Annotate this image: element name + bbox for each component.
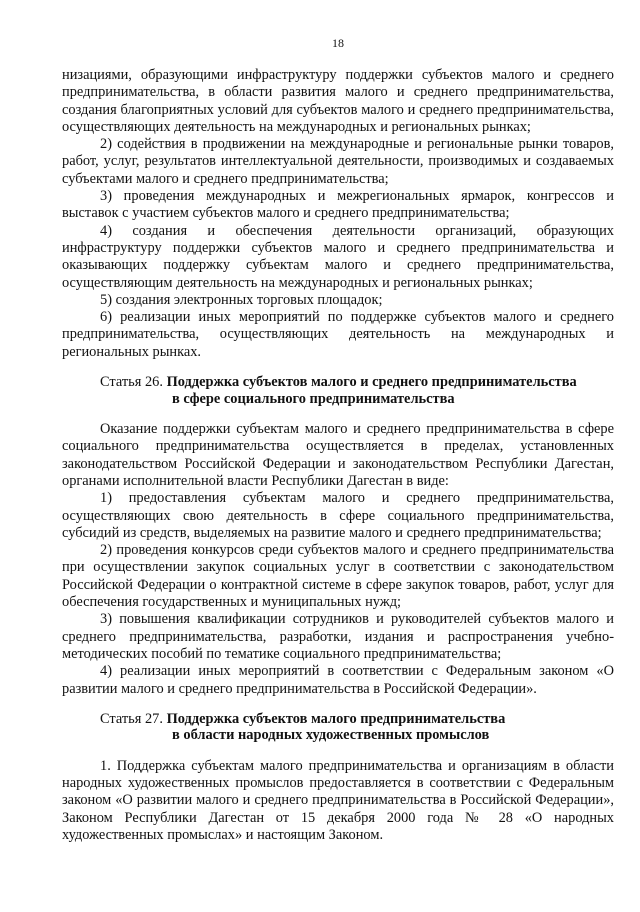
list-item-3: 3) проведения международных и межрегиональных ярмарок, конгрессов и выставок с участием субъектов малого и среднего предпринимательства; bbox=[62, 188, 614, 222]
article-26-intro: Оказание поддержки субъектам малого и среднего предпринимательства в сфере социального предпринимательства осуществляется в пределах, установленных законодательством Российской Федерации и законодательством Республики Дагестан, органами исполнительной власти Республики Дагестан в виде: bbox=[62, 421, 614, 489]
article-27-prefix: Статья 27. bbox=[100, 710, 163, 727]
article-27-body bbox=[62, 758, 614, 844]
list-item-5: 5) создания электронных торговых площадок; bbox=[100, 291, 383, 308]
article-26-title-line2: в сфере социального предпринимательства bbox=[172, 390, 455, 407]
paragraph-continuation: низациями, образующими инфраструктуру поддержки субъектов малого и среднего предпринимательства, в области развития малого и среднего предпринимательства, создания благоприятных условий для субъектов малого и среднего предпринимательства, осуществляющих деятельность на международных и региональных рынках; bbox=[62, 67, 614, 135]
page-number: 18 bbox=[332, 36, 344, 50]
article-26-item-3: 3) повышения квалификации сотрудников и руководителей субъектов малого и среднего предпринимательства, разработки, издания и распространения учебно-методических пособий по тематике социального предпринимательства; bbox=[62, 611, 614, 662]
article-26-title-line1: Поддержка субъектов малого и среднего предпринимательства bbox=[166, 374, 577, 391]
article-27-title-line1: Поддержка субъектов малого предпринимательства bbox=[166, 710, 506, 727]
article-27-heading bbox=[62, 711, 614, 744]
article-26-prefix: Статья 26. bbox=[100, 374, 163, 391]
list-item-2: 2) содействия в продвижении на международные и региональные рынки товаров, работ, услуг, результатов интеллектуальной деятельности, производимых и создаваемых субъектами малого и среднего предпринимательства; bbox=[62, 136, 614, 187]
article-26-item-4: 4) реализации иных мероприятий в соответствии с Федеральным законом «О развитии малого и среднего предпринимательства в Российской Федерации». bbox=[62, 663, 614, 697]
article-26-item-2: 2) проведения конкурсов среди субъектов малого и среднего предпринимательства при осуществлении закупок социальных услуг в соответствии с законодательством Российской Федерации о контрактной системе в сфере закупок товаров, работ, услуг для обеспечения государственных и муниципальных нужд; bbox=[62, 542, 614, 611]
article-26-heading bbox=[62, 374, 614, 407]
article-27-title-line2: в области народных художественных промыслов bbox=[172, 727, 490, 744]
intro-section bbox=[62, 67, 614, 361]
article-27-paragraph-1: 1. Поддержка субъектам малого предпринимательства и организациям в области народных художественных промыслов предоставляется в соответствии с Федеральным законом «О развитии малого и среднего предпринимательства в Российской Федерации», Законом Республики Дагестан от 15 декабря 2000 года № 28 «О народных художественных промыслах» и настоящим Законом. bbox=[62, 757, 614, 843]
list-item-6: 6) реализации иных мероприятий по поддержке субъектов малого и среднего предпринимательства, осуществляющих деятельность на международных и региональных рынках. bbox=[62, 309, 614, 360]
list-item-4: 4) создания и обеспечения деятельности организаций, образующих инфраструктуру поддержки субъектов малого и среднего предпринимательства и оказывающих поддержку субъектам малого и среднего предпринимательства, осуществляющим деятельность на международных и региональных рынках; bbox=[62, 222, 614, 291]
article-26-item-1: 1) предоставления субъектам малого и среднего предпринимательства, осуществляющих свою деятельность в сфере социального предпринимательства, субсидий из средств, выделяемых на развитие малого и среднего предпринимательства; bbox=[62, 490, 614, 541]
article-26-body bbox=[62, 421, 614, 698]
